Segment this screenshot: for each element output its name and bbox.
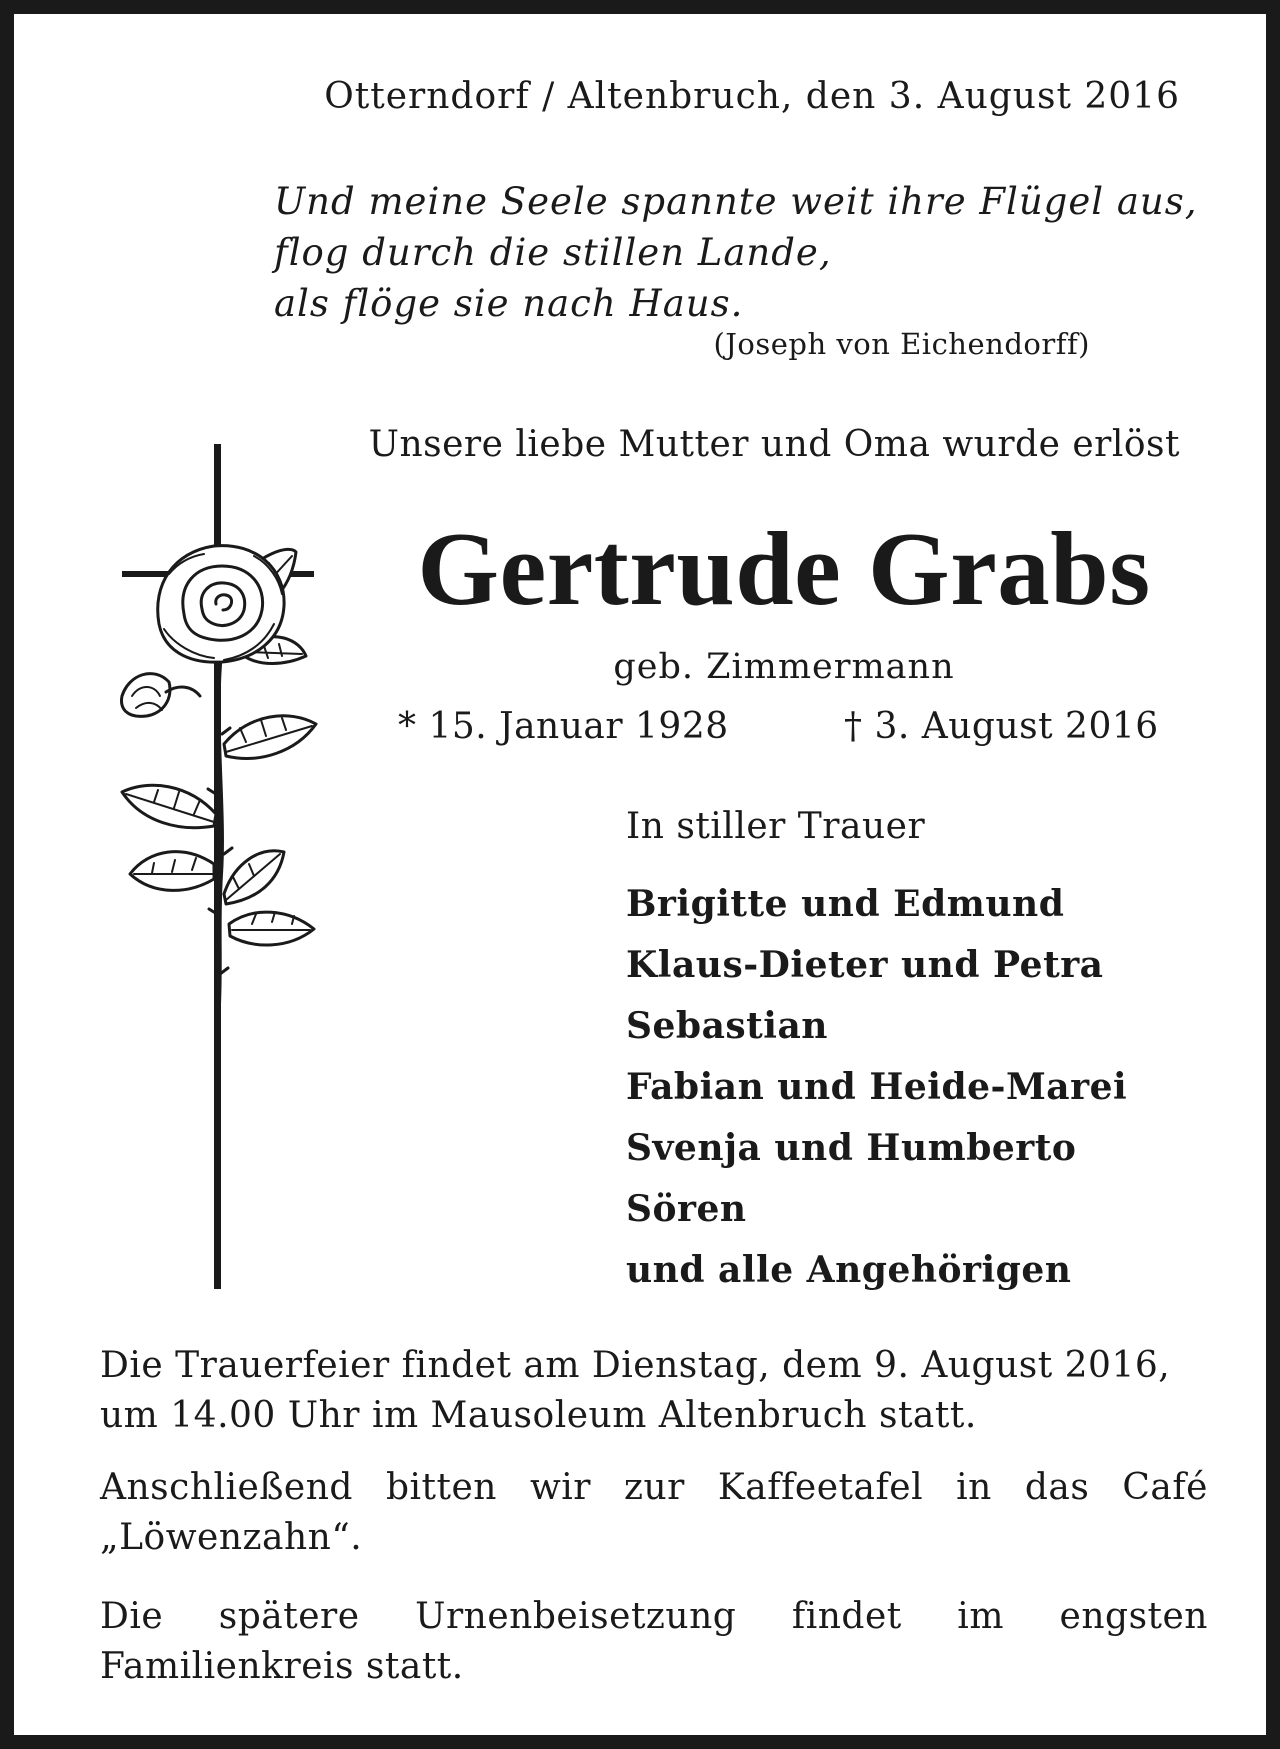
poem-line: Und meine Seele spannte weit ihre Flügel aus,: [274, 180, 1198, 223]
poem-line: als flöge sie nach Haus.: [274, 282, 744, 325]
place-date: Otterndorf / Altenbruch, den 3. August 2016: [324, 76, 1180, 117]
birth-date: * 15. Januar 1928: [398, 706, 729, 747]
death-date: † 3. August 2016: [844, 706, 1159, 747]
mourner-entry: Brigitte und Edmund: [626, 883, 1065, 925]
mourner-entry: Sören: [626, 1188, 747, 1230]
intro-line: Unsere liebe Mutter und Oma wurde erlöst: [368, 424, 1180, 465]
poem-author: (Joseph von Eichendorff): [713, 327, 1090, 361]
mourner-entry: Sebastian: [626, 1005, 828, 1047]
mourner-entry: Fabian und Heide-Marei: [626, 1066, 1128, 1108]
cross-with-rose: [74, 434, 334, 1294]
rose-icon: [122, 546, 316, 1004]
maiden-name: geb. Zimmermann: [613, 647, 955, 687]
burial-info: Die spätere Urnenbeisetzung findet im engsten Familienkreis statt.: [100, 1596, 1208, 1687]
reception-info: Anschließend bitten wir zur Kaffeetafel in das Café „Löwenzahn“.: [100, 1467, 1208, 1558]
deceased-name: Gertrude Grabs: [417, 510, 1151, 627]
poem-line: flog durch die stillen Lande,: [274, 231, 832, 274]
mourner-entry: und alle Angehörigen: [626, 1249, 1072, 1291]
poem: [274, 176, 1198, 329]
funeral-service-info: Die Trauerfeier findet am Dienstag, dem 9. August 2016, um 14.00 Uhr im Mausoleum Altenbruch statt.: [100, 1345, 1171, 1436]
mourning-label: In stiller Trauer: [626, 806, 926, 847]
mourners-list: [626, 874, 1127, 1301]
mourner-entry: Klaus-Dieter und Petra: [626, 944, 1104, 986]
mourner-entry: Svenja und Humberto: [626, 1127, 1077, 1169]
